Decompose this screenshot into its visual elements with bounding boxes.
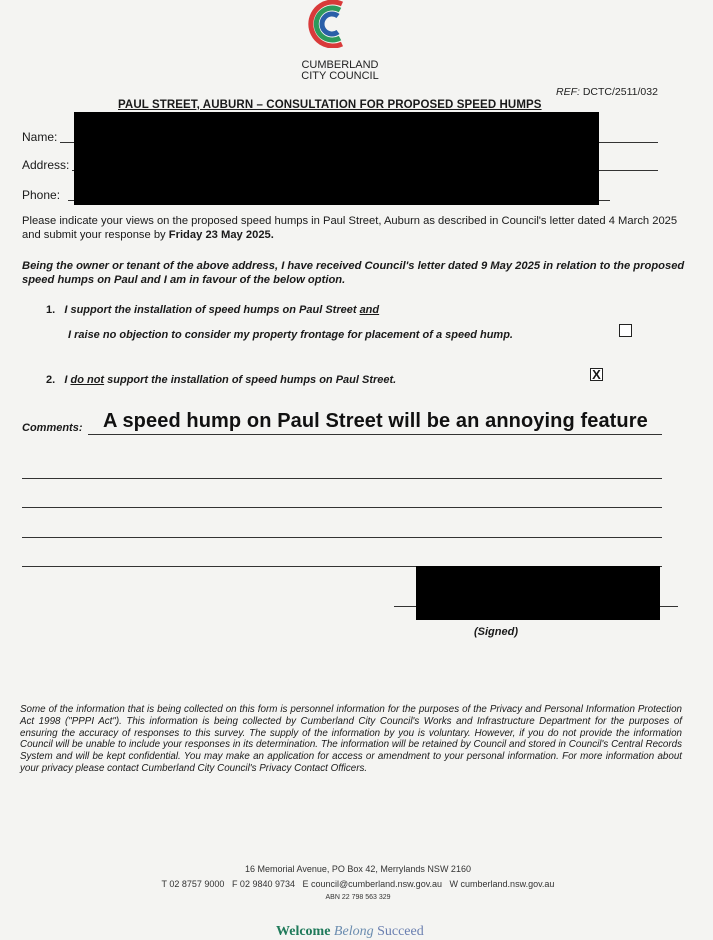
option-2-text-before: I <box>64 374 71 386</box>
footer-address: 16 Memorial Avenue, PO Box 42, Merrylands NSW 2160 <box>245 864 471 874</box>
comments-line-3 <box>22 507 662 508</box>
tagline-belong: Belong <box>333 924 374 939</box>
option-2-checkbox[interactable]: X <box>590 368 603 381</box>
option-1-text: I support the installation of speed humps on Paul Street <box>64 304 360 316</box>
instructions-paragraph <box>22 214 684 242</box>
instructions-text: Please indicate your views on the proposed speed humps in Paul Street, Auburn as described in Council's letter dated 4 March 2025 and submit your response by <box>22 215 678 241</box>
footer-tagline <box>276 924 424 940</box>
option-1-underlined: and <box>359 304 380 316</box>
handwritten-comment[interactable]: A speed hump on Paul Street will be an annoying feature <box>103 410 648 432</box>
footer-contacts: T 02 8757 9000 F 02 9840 9734 E council@cumberland.nsw.gov.au W cumberland.nsw.gov.au <box>161 879 555 889</box>
signature-redaction <box>416 566 660 620</box>
ref-label: REF: <box>556 86 580 98</box>
cumberland-c-logo-icon <box>300 0 356 48</box>
form-title: PAUL STREET, AUBURN – CONSULTATION FOR PROPOSED SPEED HUMPS <box>118 99 542 111</box>
council-name-line2: CITY COUNCIL <box>301 70 379 82</box>
tagline-succeed: Succeed <box>377 924 424 939</box>
phone-label: Phone: <box>22 188 61 202</box>
comments-label: Comments: <box>22 422 83 434</box>
council-name <box>290 60 390 82</box>
footer-abn: ABN 22 798 563 329 <box>325 894 391 901</box>
privacy-notice: Some of the information that is being collected on this form is personnel information for the purposes of the Privacy and Personal Information Protection Act 1998 ("PPPI Act"). This information is being collected by Cumberland City Council's Works and Infrastructure Department for the purposes of ensuring the accuracy of responses to this survey. The supply of the information by you is voluntary. However, if you do not provide the information Council will be unable to include your responses in its determination. The information will be retained by Council and stored in Council's Central Records System and will be kept confidential. You may make an application for access or amendment to your personal information. For more information about your privacy please contact Cumberland City Council's Privacy Contact Officers. <box>20 704 682 774</box>
tagline-welcome: Welcome <box>276 924 331 939</box>
owner-statement: Being the owner or tenant of the above address, I have received Council's letter dated 9 May 2025 in relation to the proposed speed humps on Paul and I am in favour of the below option. <box>22 260 685 286</box>
redaction-block <box>74 112 599 205</box>
option-1-checkbox[interactable] <box>619 324 632 337</box>
comments-line-1 <box>88 434 662 435</box>
signed-label: (Signed) <box>474 626 518 638</box>
option-2-underlined: do not <box>70 374 105 386</box>
council-name-line1: CUMBERLAND <box>301 59 379 71</box>
option-1-number: 1. <box>46 304 56 316</box>
comments-line-2 <box>22 478 662 479</box>
deadline-text: Friday 23 May 2025. <box>168 229 274 241</box>
address-label: Address: <box>22 158 70 172</box>
reference-number <box>556 86 658 98</box>
option-2-line1 <box>46 374 396 386</box>
option-2-number: 2. <box>46 374 56 386</box>
option-1-line1 <box>46 304 379 316</box>
name-label: Name: <box>22 130 58 144</box>
comments-line-4 <box>22 537 662 538</box>
ref-value: DCTC/2511/032 <box>582 86 658 98</box>
option-2-text-after: support the installation of speed humps on Paul Street. <box>104 374 397 386</box>
option-1-line2: I raise no objection to consider my property frontage for placement of a speed hump. <box>68 329 513 341</box>
